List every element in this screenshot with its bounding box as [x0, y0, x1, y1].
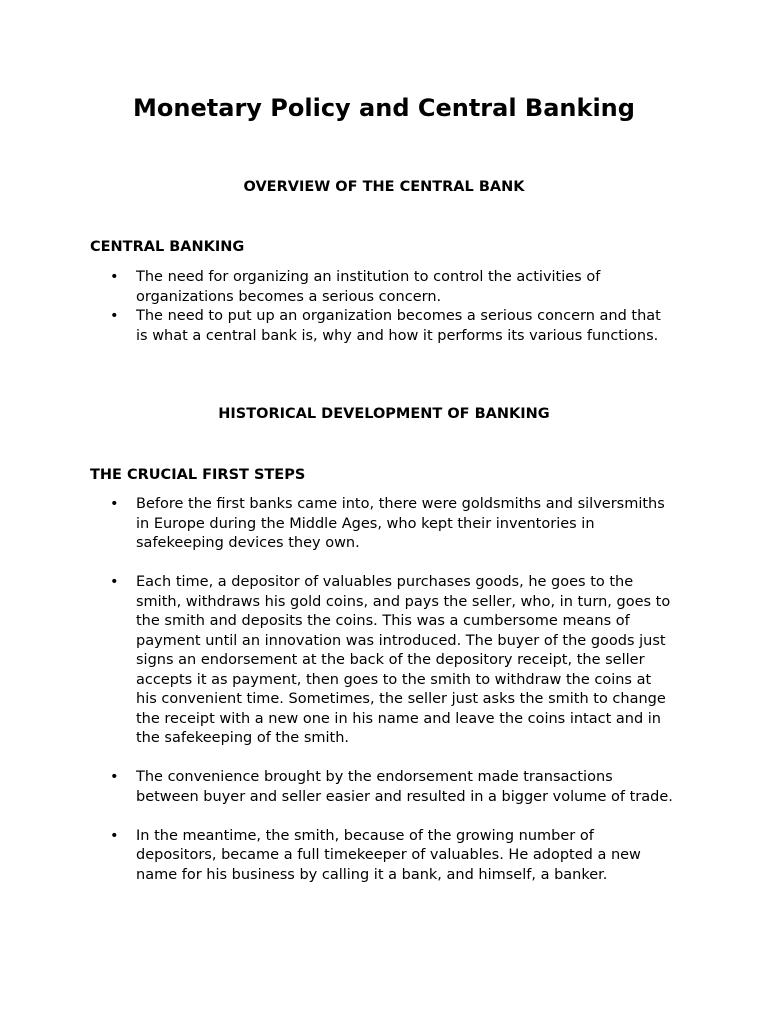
- list-item-text: Each time, a depositor of valuables purchases goods, he goes to the smith, withdraws his gold coins, and pays the seller, who, in turn, goes to the smith and deposits the coins. This was a cumbersome means of payment until an innovation was introduced. The buyer of the goods just signs an endorsement at the back of the depository receipt, the seller accepts it as payment, then goes to the smith to withdraw the coins at his convenient time. Sometimes, the seller just asks the smith to change the receipt with a new one in his name and leave the coins intact and in the safekeeping of the smith.: [136, 574, 671, 746]
- bullet-icon: •: [110, 574, 119, 590]
- list-item-text: The need to put up an organization becomes a serious concern and that is what a central bank is, why and how it performs its various functions.: [136, 308, 661, 344]
- list-item: [0, 827, 676, 886]
- bullet-icon: •: [110, 308, 119, 324]
- list-item: [0, 268, 676, 307]
- bullet-icon: •: [110, 269, 119, 285]
- document-title: Monetary Policy and Central Banking: [133, 94, 635, 122]
- bullet-icon: •: [110, 827, 119, 844]
- section-heading-overview: OVERVIEW OF THE CENTRAL BANK: [243, 179, 525, 195]
- bullet-icon: •: [110, 496, 119, 512]
- subheading-central-banking: CENTRAL BANKING: [90, 239, 245, 255]
- bullet-list-central-banking: [0, 268, 768, 346]
- list-item-text: The convenience brought by the endorsement made transactions between buyer and seller easier and resulted in a bigger volume of trade.: [136, 769, 673, 805]
- bullet-icon: •: [110, 769, 119, 785]
- list-item-text: The need for organizing an institution to control the activities of organizations becomes a serious concern.: [136, 269, 601, 305]
- list-item: [0, 307, 676, 346]
- section-heading-historical: HISTORICAL DEVELOPMENT OF BANKING: [218, 406, 550, 422]
- list-item-text: In the meantime, the smith, because of the growing number of depositors, became a full timekeeper of valuables. He adopted a new name for his business by calling it a bank, and himself, a banker.: [136, 827, 641, 883]
- bullet-list-first-steps: [0, 495, 768, 905]
- list-item: [0, 573, 676, 749]
- list-item: [0, 768, 676, 807]
- list-item: [0, 495, 676, 554]
- list-item-text: Before the first banks came into, there were goldsmiths and silversmiths in Europe during the Middle Ages, who kept their inventories in safekeeping devices they own.: [136, 496, 665, 551]
- subheading-crucial-first-steps: THE CRUCIAL FIRST STEPS: [90, 467, 306, 483]
